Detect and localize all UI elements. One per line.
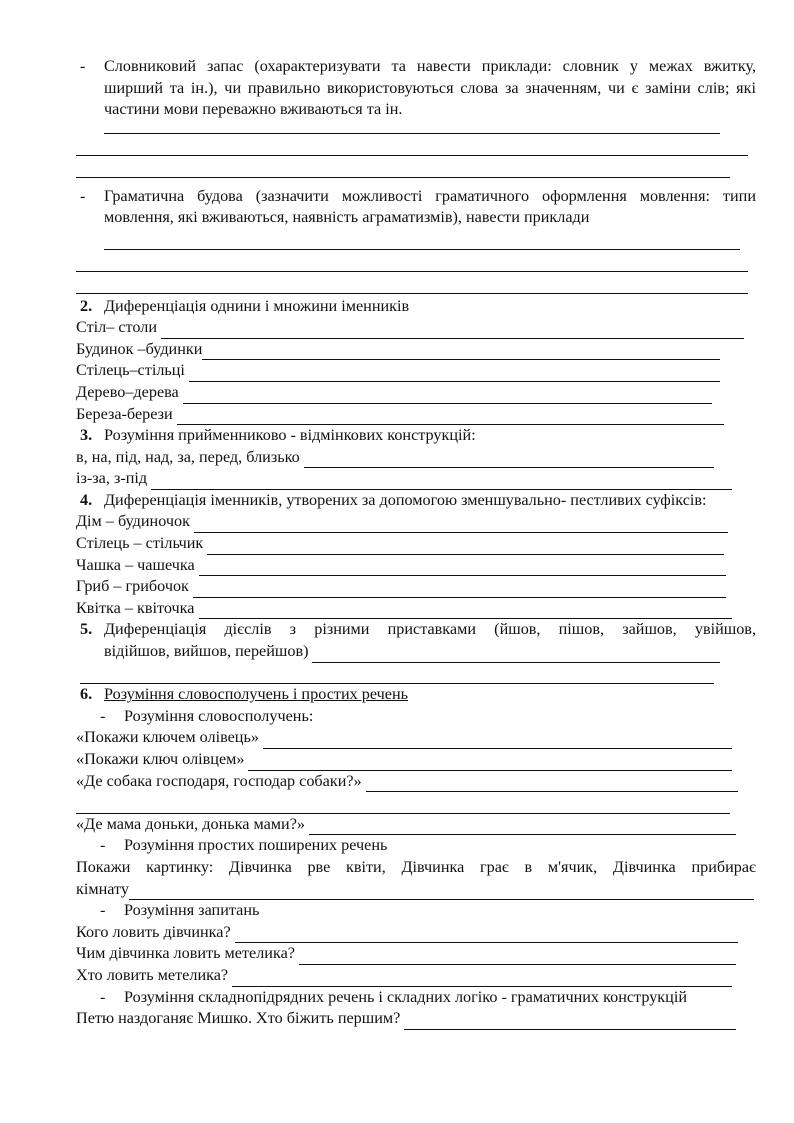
question-row	[76, 943, 756, 965]
sub-heading	[76, 900, 756, 922]
answer-line[interactable]	[304, 452, 714, 468]
sub-heading-text: Розуміння словосполучень:	[124, 706, 314, 725]
phrase-row	[76, 749, 756, 771]
section-title: Диференціація іменників, утворених за допомогою зменшувально- пестливих суфіксів:	[104, 490, 707, 509]
question-label: Чим дівчинка ловить метелика?	[76, 944, 295, 963]
pair-row	[76, 404, 756, 426]
phrase-label: «Покажи ключем олівець»	[76, 728, 259, 747]
pair-row	[76, 317, 756, 339]
pair-row	[76, 533, 756, 555]
answer-line[interactable]	[129, 884, 754, 900]
pair-row	[76, 576, 756, 598]
grammar-text: Граматична будова (зазначити можливості граматичного оформлення мовлення: типи мовлення, які вживаються, наявність аграматизмів), навести приклади	[104, 186, 756, 227]
preposition-label: в, на, під, над, за, перед, близько	[76, 447, 300, 466]
question-label: Хто ловить метелика?	[76, 965, 229, 984]
answer-line[interactable]	[199, 603, 733, 619]
answer-line[interactable]	[76, 792, 730, 814]
phrase-row	[76, 771, 756, 793]
show-picture-label: кімнату	[76, 879, 129, 898]
show-picture-text: Покажи картинку: Дівчинка рве квіти, Дівчинка грає в м'ячик, Дівчинка прибирає	[76, 857, 756, 876]
answer-line[interactable]	[76, 250, 748, 272]
answer-line[interactable]	[309, 819, 736, 835]
prefix-label: відійшов, вийшов, перейшов)	[104, 642, 309, 661]
answer-line[interactable]	[202, 344, 720, 360]
pair-label: Гриб – грибочок	[76, 577, 189, 596]
section-6-heading	[76, 684, 756, 706]
pair-label: Квітка – квіточка	[76, 598, 195, 617]
pair-label: Будинок –будинки	[76, 339, 203, 358]
section-5-heading	[76, 619, 756, 641]
answer-line[interactable]	[183, 388, 712, 404]
pair-label: Чашка – чашечка	[76, 555, 195, 574]
worksheet-page	[76, 56, 756, 1030]
bullet-dash: -	[80, 186, 86, 205]
sub-heading-text: Розуміння складнопідрядних речень і складних логіко - граматичних конструкцій	[124, 987, 687, 1006]
pair-label: Стілець–стільці	[76, 361, 185, 380]
pair-label: Береза-берези	[76, 404, 173, 423]
bullet-dash: -	[100, 901, 106, 920]
phrase-row	[76, 727, 756, 749]
answer-line[interactable]	[151, 474, 732, 490]
final-question-row	[76, 1008, 756, 1030]
pair-row	[76, 511, 756, 533]
grammar-item	[76, 186, 756, 229]
section-number: 2.	[80, 296, 93, 315]
section-title: Розуміння прийменниково - відмінкових конструкцій:	[104, 426, 476, 445]
pair-row	[76, 598, 756, 620]
answer-line[interactable]	[194, 517, 728, 533]
answer-line[interactable]	[76, 272, 748, 294]
answer-line[interactable]	[80, 663, 714, 685]
section-title: Розуміння словосполучень і простих речень	[104, 685, 408, 704]
section-3-heading	[76, 425, 756, 447]
answer-line[interactable]	[207, 539, 724, 555]
bullet-dash: -	[80, 57, 86, 75]
phrase-label: «Де собака господаря, господар собаки?»	[76, 771, 362, 790]
answer-line[interactable]	[248, 755, 732, 771]
answer-line[interactable]	[232, 971, 732, 987]
sub-heading-text: Розуміння простих поширених речень	[124, 836, 388, 855]
answer-line[interactable]	[235, 927, 738, 943]
answer-line[interactable]	[193, 582, 726, 598]
pair-label: Стіл– столи	[76, 318, 158, 337]
bullet-dash: -	[100, 706, 106, 725]
sub-heading-text: Розуміння запитань	[124, 901, 260, 920]
answer-line[interactable]	[189, 366, 720, 382]
answer-line[interactable]	[299, 949, 736, 965]
section-title: Диференціація однини і множини іменників	[104, 296, 410, 315]
phrase-label: «Де мама доньки, донька мами?»	[76, 814, 305, 833]
bullet-dash: -	[100, 836, 106, 855]
section-number: 5.	[80, 620, 93, 639]
pair-row	[76, 339, 756, 361]
pair-label: Дерево–дерева	[76, 382, 179, 401]
answer-line[interactable]	[104, 229, 740, 251]
preposition-label: із-за, з-під	[76, 469, 148, 488]
vocabulary-text: Словниковий запас (охарактеризувати та навести приклади: словник у межах вжитку, ширший та ін.), чи правильно використовуються слова за значенням, чи є заміни слів; які частини мови переважно вживаються та ін.	[104, 57, 756, 119]
pair-label: Стілець – стільчик	[76, 534, 204, 553]
answer-line[interactable]	[312, 647, 720, 663]
answer-line[interactable]	[404, 1014, 736, 1030]
show-picture-row	[76, 879, 756, 901]
answer-line[interactable]	[161, 323, 744, 339]
prefix-row	[76, 641, 756, 663]
section-2-heading	[76, 296, 756, 318]
pair-row	[76, 382, 756, 404]
sub-heading	[76, 835, 756, 857]
section-number: 4.	[80, 490, 93, 509]
vocabulary-item	[76, 56, 756, 121]
final-question-label: Петю наздоганяє Мишко. Хто біжить першим?	[76, 1009, 401, 1028]
answer-line[interactable]	[263, 733, 732, 749]
question-label: Кого ловить дівчинка?	[76, 922, 231, 941]
preposition-row	[76, 468, 756, 490]
section-4-heading	[76, 490, 756, 512]
bullet-dash: -	[100, 987, 106, 1006]
preposition-row	[76, 447, 756, 469]
phrase-label: «Покажи ключ олівцем»	[76, 750, 245, 768]
section-number: 6.	[80, 685, 93, 704]
answer-line[interactable]	[199, 560, 726, 576]
section-number: 3.	[80, 426, 93, 445]
pair-row	[76, 555, 756, 577]
answer-line[interactable]	[76, 156, 730, 178]
pair-row	[76, 360, 756, 382]
pair-label: Дім – будиночок	[76, 512, 190, 531]
sub-heading	[76, 987, 756, 1009]
sub-heading	[76, 706, 756, 728]
section-title: Диференціація дієслів з різними приставками (йшов, пішов, зайшов, увійшов,	[104, 620, 756, 639]
question-row	[76, 965, 756, 987]
answer-line[interactable]	[177, 409, 724, 425]
phrase-row	[76, 814, 756, 836]
question-row	[76, 922, 756, 944]
answer-line[interactable]	[366, 776, 738, 792]
answer-line[interactable]	[76, 134, 748, 156]
